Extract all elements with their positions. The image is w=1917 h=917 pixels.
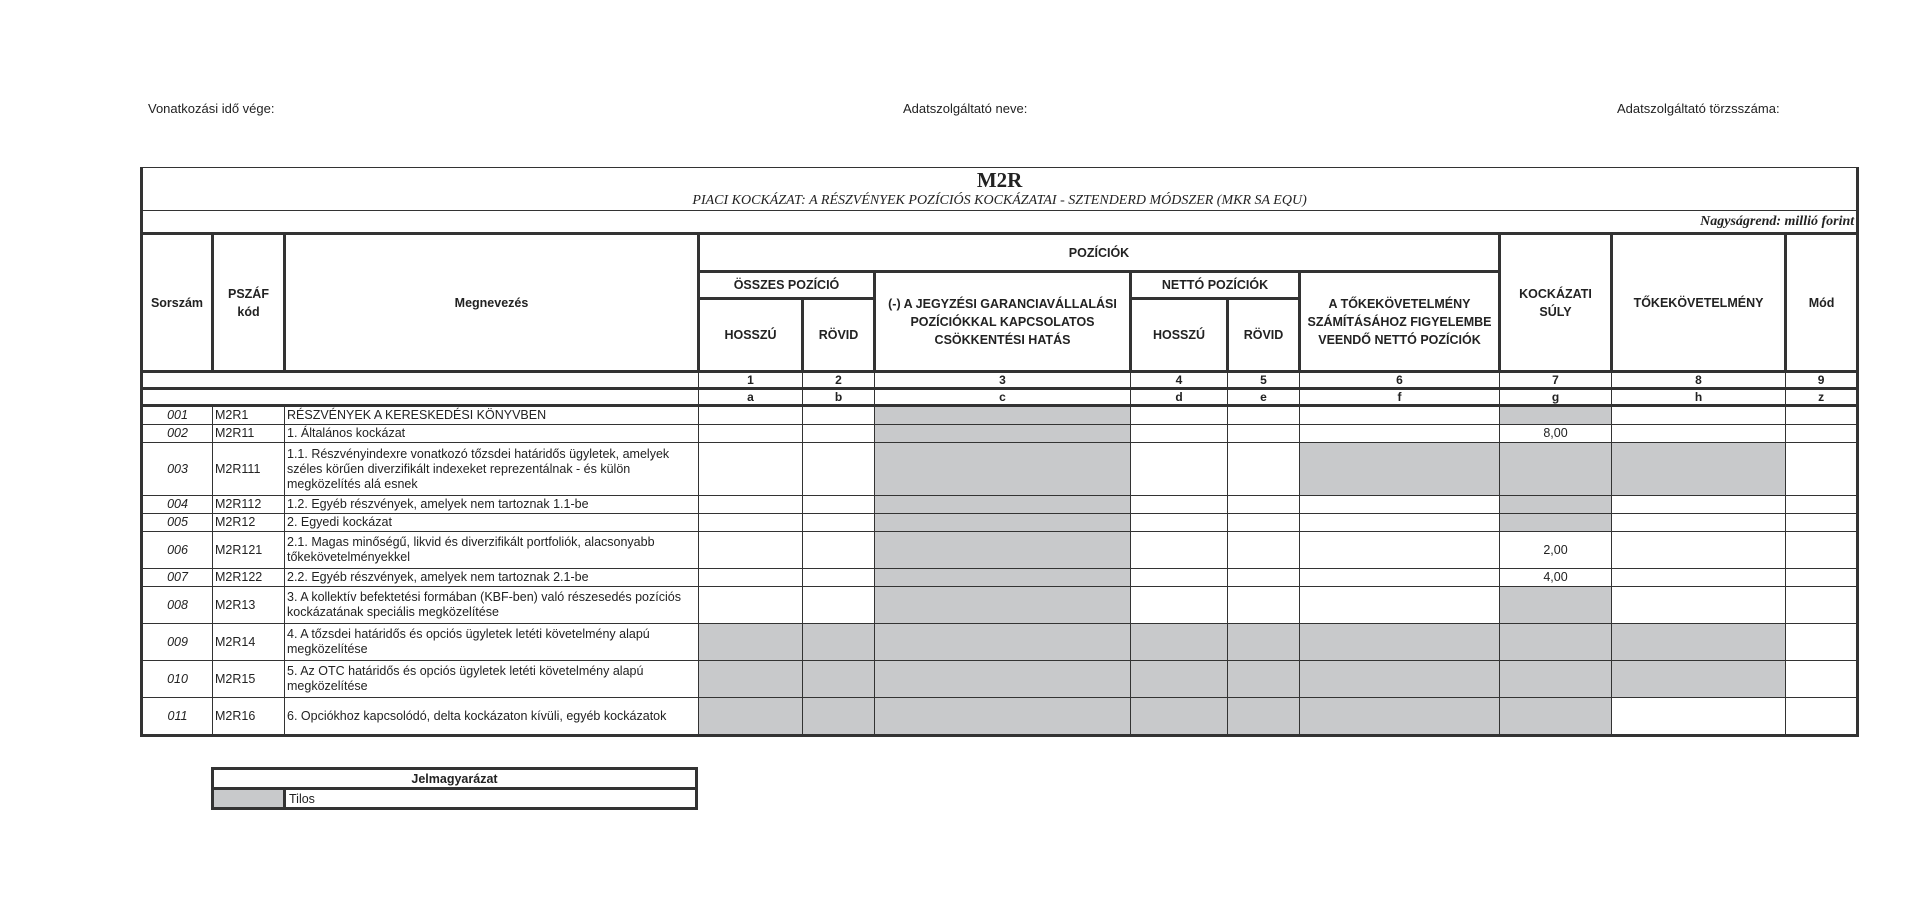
cell-b[interactable] [803, 587, 875, 624]
cell-d[interactable] [1131, 425, 1228, 443]
provider-id-label: Adatszolgáltató törzsszáma: [1617, 101, 1780, 116]
row-sorszam: 001 [142, 406, 213, 425]
cell-h [1612, 624, 1786, 661]
cell-z[interactable] [1786, 406, 1858, 425]
cell-h[interactable] [1612, 569, 1786, 587]
row-pszaf-code: M2R121 [213, 532, 285, 569]
col-netto-poziciok: NETTÓ POZÍCIÓK [1131, 272, 1300, 299]
row-megnevezes: 1. Általános kockázat [285, 425, 699, 443]
cell-kockazati-suly [1500, 698, 1612, 736]
table-row [142, 532, 1858, 569]
col-kockazati-suly: KOCKÁZATI SÚLY [1500, 234, 1612, 372]
cell-c [875, 425, 1131, 443]
legend-title: Jelmagyarázat [213, 769, 697, 789]
cell-b[interactable] [803, 532, 875, 569]
row-megnevezes: 1.2. Egyéb részvények, amelyek nem tartoznak 1.1-be [285, 496, 699, 514]
cell-c [875, 496, 1131, 514]
cell-a[interactable] [699, 406, 803, 425]
form-title-cell [142, 168, 1858, 211]
cell-e[interactable] [1228, 514, 1300, 532]
legend-tilos: Tilos [285, 789, 697, 809]
cell-e[interactable] [1228, 587, 1300, 624]
cell-c [875, 698, 1131, 736]
col-mod: Mód [1786, 234, 1858, 372]
cell-h[interactable] [1612, 496, 1786, 514]
cell-a [699, 698, 803, 736]
cell-a[interactable] [699, 587, 803, 624]
cell-c [875, 661, 1131, 698]
cell-c [875, 514, 1131, 532]
table-row [142, 698, 1858, 736]
column-number: 7 [1500, 372, 1612, 389]
col-rovid-e: RÖVID [1228, 299, 1300, 372]
column-number: 5 [1228, 372, 1300, 389]
form-code: M2R [976, 168, 1023, 192]
cell-b[interactable] [803, 496, 875, 514]
cell-c [875, 443, 1131, 496]
cell-f[interactable] [1300, 532, 1500, 569]
m2r-table [140, 167, 1859, 737]
cell-b[interactable] [803, 514, 875, 532]
cell-f [1300, 624, 1500, 661]
cell-kockazati-suly[interactable]: 4,00 [1500, 569, 1612, 587]
cell-z[interactable] [1786, 624, 1858, 661]
cell-h [1612, 443, 1786, 496]
table-row [142, 587, 1858, 624]
cell-e[interactable] [1228, 443, 1300, 496]
col-hosszu-d: HOSSZÚ [1131, 299, 1228, 372]
cell-h[interactable] [1612, 514, 1786, 532]
cell-d[interactable] [1131, 587, 1228, 624]
table-row [142, 406, 1858, 425]
cell-b [803, 698, 875, 736]
column-number: 9 [1786, 372, 1858, 389]
table-row [142, 514, 1858, 532]
row-pszaf-code: M2R111 [213, 443, 285, 496]
col-tokekov-netto: A TŐKEKÖVETELMÉNY SZÁMÍTÁSÁHOZ FIGYELEMBE VEENDŐ NETTÓ POZÍCIÓK [1300, 272, 1500, 372]
cell-f[interactable] [1300, 587, 1500, 624]
column-number: 1 [699, 372, 803, 389]
cell-e[interactable] [1228, 532, 1300, 569]
row-pszaf-code: M2R11 [213, 425, 285, 443]
cell-a[interactable] [699, 532, 803, 569]
column-letter: e [1228, 389, 1300, 406]
cell-kockazati-suly[interactable]: 2,00 [1500, 532, 1612, 569]
column-letter: h [1612, 389, 1786, 406]
column-number: 4 [1131, 372, 1228, 389]
table-row [142, 425, 1858, 443]
cell-c [875, 406, 1131, 425]
cell-z[interactable] [1786, 496, 1858, 514]
letter-row-spacer [142, 389, 699, 406]
cell-f [1300, 698, 1500, 736]
cell-h[interactable] [1612, 425, 1786, 443]
cell-kockazati-suly [1500, 587, 1612, 624]
row-sorszam: 005 [142, 514, 213, 532]
cell-a[interactable] [699, 443, 803, 496]
col-pszaf: PSZÁF kód [213, 234, 285, 372]
cell-d [1131, 661, 1228, 698]
cell-h [1612, 661, 1786, 698]
cell-d [1131, 698, 1228, 736]
ref-period-label: Vonatkozási idő vége: [148, 101, 275, 116]
cell-d [1131, 624, 1228, 661]
column-letter: z [1786, 389, 1858, 406]
cell-h[interactable] [1612, 587, 1786, 624]
cell-c [875, 624, 1131, 661]
row-sorszam: 003 [142, 443, 213, 496]
cell-e [1228, 698, 1300, 736]
table-row [142, 496, 1858, 514]
cell-a[interactable] [699, 514, 803, 532]
column-number: 3 [875, 372, 1131, 389]
cell-f[interactable] [1300, 514, 1500, 532]
cell-e[interactable] [1228, 425, 1300, 443]
col-rovid-b: RÖVID [803, 299, 875, 372]
column-letter: f [1300, 389, 1500, 406]
cell-d[interactable] [1131, 406, 1228, 425]
cell-e[interactable] [1228, 406, 1300, 425]
row-pszaf-code: M2R13 [213, 587, 285, 624]
cell-e[interactable] [1228, 569, 1300, 587]
cell-c [875, 569, 1131, 587]
cell-d[interactable] [1131, 443, 1228, 496]
row-megnevezes: 2.2. Egyéb részvények, amelyek nem tartoznak 2.1-be [285, 569, 699, 587]
row-sorszam: 004 [142, 496, 213, 514]
cell-z[interactable] [1786, 443, 1858, 496]
column-letter: c [875, 389, 1131, 406]
row-megnevezes: 6. Opciókhoz kapcsolódó, delta kockázaton kívüli, egyéb kockázatok [285, 698, 699, 736]
cell-b [803, 661, 875, 698]
row-sorszam: 002 [142, 425, 213, 443]
cell-b[interactable] [803, 569, 875, 587]
row-pszaf-code: M2R12 [213, 514, 285, 532]
table-row [142, 443, 1858, 496]
row-megnevezes: 4. A tőzsdei határidős és opciós ügyletek letéti követelmény alapú megközelítése [285, 624, 699, 661]
cell-kockazati-suly [1500, 496, 1612, 514]
cell-kockazati-suly [1500, 406, 1612, 425]
col-poziciok: POZÍCIÓK [699, 234, 1500, 272]
row-megnevezes: 1.1. Részvényindexre vonatkozó tőzsdei határidős ügyletek, amelyek széles körűen diverzifikált indexeket reprezentálnak - és külön megközelítés alá esnek [285, 443, 699, 496]
col-osszes-pozicio: ÖSSZES POZÍCIÓ [699, 272, 875, 299]
cell-z[interactable] [1786, 661, 1858, 698]
cell-d[interactable] [1131, 532, 1228, 569]
cell-b[interactable] [803, 406, 875, 425]
row-megnevezes: 2.1. Magas minőségű, likvid és diverzifikált portfoliók, alacsonyabb tőkekövetelményekkel [285, 532, 699, 569]
cell-f [1300, 661, 1500, 698]
row-sorszam: 007 [142, 569, 213, 587]
cell-a [699, 661, 803, 698]
table-row [142, 569, 1858, 587]
cell-f[interactable] [1300, 425, 1500, 443]
row-pszaf-code: M2R1 [213, 406, 285, 425]
col-tokekovetelmeny: TŐKEKÖVETELMÉNY [1612, 234, 1786, 372]
row-pszaf-code: M2R112 [213, 496, 285, 514]
legend-swatch [213, 789, 285, 809]
cell-z[interactable] [1786, 425, 1858, 443]
column-number-row [142, 372, 1858, 389]
row-sorszam: 009 [142, 624, 213, 661]
col-megnevezes: Megnevezés [285, 234, 699, 372]
provider-name-label: Adatszolgáltató neve: [903, 101, 1028, 116]
row-pszaf-code: M2R16 [213, 698, 285, 736]
cell-b[interactable] [803, 425, 875, 443]
cell-f [1300, 443, 1500, 496]
cell-kockazati-suly [1500, 443, 1612, 496]
table-row [142, 661, 1858, 698]
cell-kockazati-suly [1500, 514, 1612, 532]
row-pszaf-code: M2R122 [213, 569, 285, 587]
cell-kockazati-suly[interactable]: 8,00 [1500, 425, 1612, 443]
legend [211, 767, 698, 810]
number-row-spacer [142, 372, 699, 389]
cell-z[interactable] [1786, 587, 1858, 624]
form-title: PIACI KOCKÁZAT: A RÉSZVÉNYEK POZÍCIÓS KOCKÁZATAI - SZTENDERD MÓDSZER (MKR SA EQU) [692, 193, 1307, 208]
row-megnevezes: 3. A kollektív befektetési formában (KBF-ben) való részesedés pozíciós kockázatának speciális megközelítése [285, 587, 699, 624]
unit-label: Nagyságrend: millió forint [142, 211, 1858, 234]
row-sorszam: 006 [142, 532, 213, 569]
row-megnevezes: RÉSZVÉNYEK A KERESKEDÉSI KÖNYVBEN [285, 406, 699, 425]
cell-h[interactable] [1612, 698, 1786, 736]
cell-f[interactable] [1300, 569, 1500, 587]
cell-h[interactable] [1612, 532, 1786, 569]
row-sorszam: 011 [142, 698, 213, 736]
column-letter: a [699, 389, 803, 406]
cell-a [699, 624, 803, 661]
cell-a[interactable] [699, 569, 803, 587]
column-number: 6 [1300, 372, 1500, 389]
cell-z[interactable] [1786, 698, 1858, 736]
cell-c [875, 532, 1131, 569]
column-number: 2 [803, 372, 875, 389]
cell-z[interactable] [1786, 514, 1858, 532]
column-letter: g [1500, 389, 1612, 406]
cell-z[interactable] [1786, 569, 1858, 587]
column-number: 8 [1612, 372, 1786, 389]
cell-d[interactable] [1131, 569, 1228, 587]
row-megnevezes: 5. Az OTC határidős és opciós ügyletek letéti követelmény alapú megközelítése [285, 661, 699, 698]
cell-kockazati-suly [1500, 624, 1612, 661]
cell-e[interactable] [1228, 496, 1300, 514]
cell-kockazati-suly [1500, 661, 1612, 698]
col-hosszu-a: HOSSZÚ [699, 299, 803, 372]
cell-a[interactable] [699, 425, 803, 443]
cell-z[interactable] [1786, 532, 1858, 569]
cell-e [1228, 661, 1300, 698]
cell-h[interactable] [1612, 406, 1786, 425]
cell-b [803, 624, 875, 661]
cell-f[interactable] [1300, 496, 1500, 514]
cell-e [1228, 624, 1300, 661]
row-pszaf-code: M2R15 [213, 661, 285, 698]
cell-c [875, 587, 1131, 624]
cell-b[interactable] [803, 443, 875, 496]
col-jegyzesi: (-) A JEGYZÉSI GARANCIAVÁLLALÁSI POZÍCIÓKKAL KAPCSOLATOS CSÖKKENTÉSI HATÁS [875, 272, 1131, 372]
cell-a[interactable] [699, 496, 803, 514]
cell-f[interactable] [1300, 406, 1500, 425]
cell-d[interactable] [1131, 496, 1228, 514]
row-pszaf-code: M2R14 [213, 624, 285, 661]
column-letter: d [1131, 389, 1228, 406]
column-letter-row [142, 389, 1858, 406]
row-sorszam: 010 [142, 661, 213, 698]
row-megnevezes: 2. Egyedi kockázat [285, 514, 699, 532]
column-letter: b [803, 389, 875, 406]
col-sorszam: Sorszám [142, 234, 213, 372]
table-row [142, 624, 1858, 661]
cell-d[interactable] [1131, 514, 1228, 532]
row-sorszam: 008 [142, 587, 213, 624]
